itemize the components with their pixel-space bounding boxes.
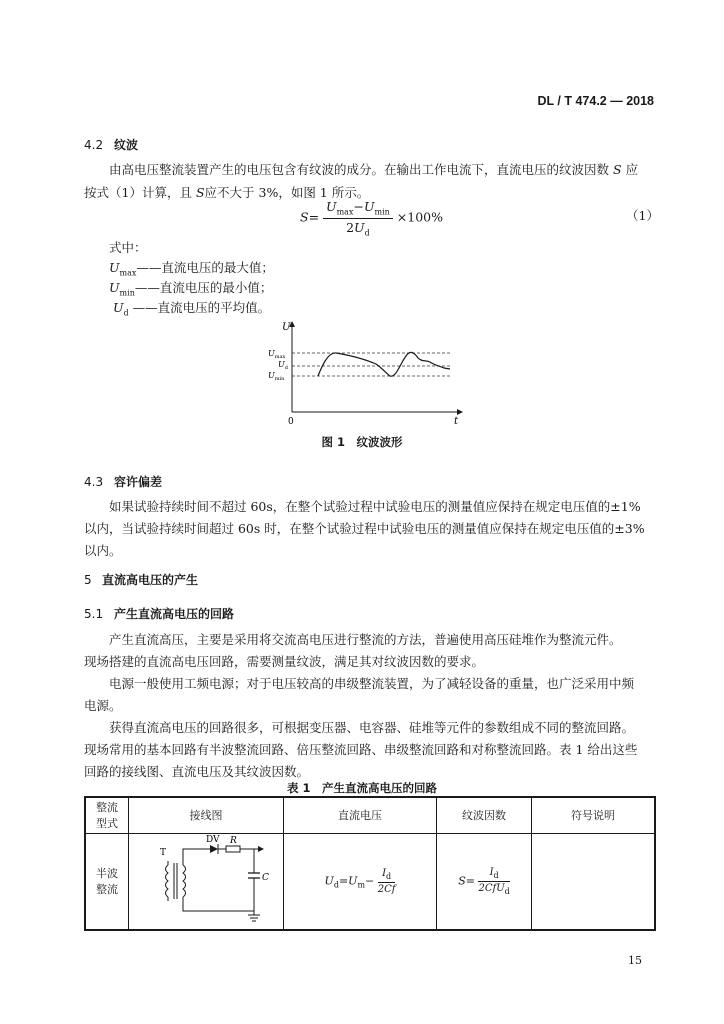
row-diagram [129, 833, 284, 930]
s43-line1: 如果试验持续时间不超过 60s，在整个试验过程中试验电压的测量值应保持在规定电压值的±1% [109, 499, 641, 514]
s43-line3: 以内。 [84, 543, 122, 558]
standard-code: DL / T 474.2 — 2018 [537, 94, 654, 108]
figure-1-caption: 图 1 纹波波形 [321, 435, 403, 449]
table-header-row [85, 797, 655, 833]
s51-p3-line1: 获得直流高电压的回路很多，可根据变压器、电容器、硅堆等元件的参数组成不同的整流回路。 [109, 720, 635, 735]
table-row [85, 833, 655, 930]
table-1-caption: 表 1 产生直流高电压的回路 [286, 781, 437, 795]
s51-p1-line1: 产生直流高压，主要是采用将交流高电压进行整流的方法，普遍使用高压硅堆作为整流元件。 [109, 632, 622, 647]
section-5-1-heading: 5.1 产生直流高电压的回路 [84, 607, 235, 621]
s51-p2-line1: 电源一般使用工频电源；对于电压较高的串级整流装置，为了减轻设备的重量，也广泛采用中频 [109, 676, 635, 691]
label-DV: DV [206, 834, 220, 845]
section-4-2-heading [84, 136, 138, 153]
umax-label: $U_{max}$ [268, 349, 286, 360]
page-number: 15 [628, 954, 642, 967]
x-axis-label: t [454, 416, 459, 427]
equation-number: （1） [626, 208, 659, 223]
label-R: R [230, 835, 237, 846]
col-type: 整流 型式 [85, 797, 129, 833]
col-ripple: 纹波因数 [437, 797, 532, 833]
row-dc-voltage: $U_d=U_m-$ $\frac{I_d}{2Cf}$ [284, 833, 437, 930]
row-symbols [532, 833, 656, 930]
primary-coil [166, 865, 169, 897]
ripple-curve [318, 352, 450, 376]
s51-p3-line2: 现场常用的基本回路有半波整流回路、倍压整流回路、串级整流回路和对称整流回路。表 1 给出这些 [84, 742, 638, 757]
s51-p2-line2: 电源。 [84, 698, 122, 713]
where-label: 式中： [109, 240, 147, 255]
ripple-waveform-figure [262, 316, 472, 428]
def-umin: $U_{min}——$直流电压的最小值； [109, 280, 273, 298]
diode-symbol [210, 845, 218, 853]
s51-p3-line3: 回路的接线图、直流电压及其纹波因数。 [84, 764, 310, 779]
section-4-3-heading: 4.3 容许偏差 [84, 475, 163, 489]
label-T: T [160, 847, 167, 858]
section-number: 4.2 [84, 138, 104, 152]
col-dc-voltage: 直流电压 [284, 797, 437, 833]
row-ripple: S= $\frac{I_d}{2CfU_d}$ [437, 833, 532, 930]
s43-line2: 以内，当试验持续时间超过 60s 时，在整个试验过程中试验电压的测量值应保持在规定电压值的±3% [84, 521, 645, 536]
row-type: 半波 整流 [85, 833, 129, 930]
label-C: C [262, 872, 269, 883]
def-ud: $U_d$ ——直流电压的平均值。 [113, 300, 271, 318]
s51-p1-line2: 现场搭建的直流高电压回路，需要测量纹波，满足其对纹波因数的要求。 [84, 654, 485, 669]
resistor-symbol [226, 846, 240, 852]
section-title: 纹波 [114, 138, 139, 152]
s42-p1-line2: 按式（1）计算，且 S应不大于 3%，如图 1 所示。 [84, 185, 370, 200]
table-1 [84, 796, 656, 931]
y-axis-label: U [282, 322, 291, 333]
half-wave-circuit-diagram [146, 834, 269, 925]
s42-p1-line1: 由高电压整流装置产生的电压包含有纹波的成分。在输出工作电流下，直流电压的纹波因数 S 应 [109, 162, 639, 177]
formula-1: S= $\frac{U_{max}-U_{min}}{2U_d}$ ×100% [300, 199, 443, 237]
secondary-coil [183, 865, 186, 897]
col-symbols: 符号说明 [532, 797, 656, 833]
col-diagram: 接线图 [129, 797, 284, 833]
origin-label: 0 [288, 417, 294, 427]
umin-label: $U_{min}$ [268, 371, 285, 382]
def-umax: $U_{max}——$直流电压的最大值； [109, 260, 274, 278]
section-5-heading: 5 直流高电压的产生 [84, 573, 199, 587]
ud-label: $U_d$ [278, 360, 288, 371]
